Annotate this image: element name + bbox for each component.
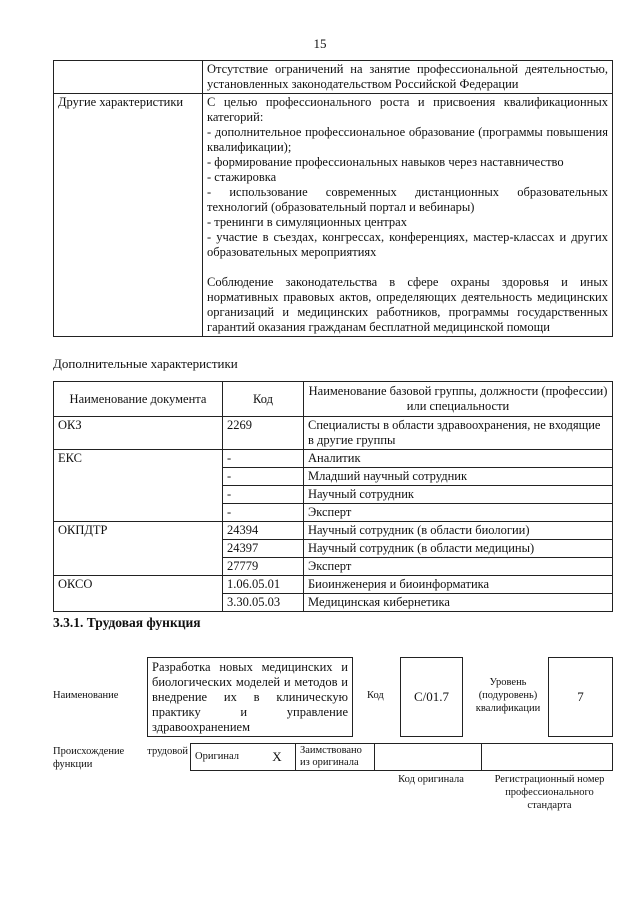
list-item: - участие в съездах, конгрессах, конференциях, мастер-классах и других образовательных мероприятиях <box>207 230 608 259</box>
table-row <box>54 522 613 540</box>
reg-number-cell <box>482 744 613 771</box>
table-row <box>54 576 613 594</box>
name-cell: Научный сотрудник <box>304 486 613 504</box>
header-name: Наименование базовой группы, должности (профессии) или специальности <box>304 382 613 417</box>
original-mark: X <box>259 744 296 771</box>
characteristics-table <box>53 60 613 337</box>
empty-label-cell <box>54 61 203 94</box>
name-cell: Эксперт <box>304 504 613 522</box>
name-cell: Биоинженерия и биоинформатика <box>304 576 613 594</box>
code-cell: - <box>223 504 304 522</box>
code-label: Код <box>367 690 384 701</box>
name-label: Наименование <box>53 690 119 701</box>
table-row <box>54 450 613 468</box>
list-item: - дополнительное профессиональное образование (программы повышения квалификации); <box>207 125 608 154</box>
list-item: - использование современных дистанционных образовательных технологий (образовательный портал и вебинары) <box>207 185 608 214</box>
origin-label: Происхождение трудовой функции <box>53 746 188 770</box>
function-name-box: Разработка новых медицинских и биологических моделей и методов и внедрение их в клиническую практику и управление здравоохранением <box>147 657 353 737</box>
doc-cell: ЕКС <box>54 450 223 522</box>
name-cell: Медицинская кибернетика <box>304 594 613 612</box>
table-row <box>54 417 613 450</box>
borrowed-label: Заимствовано из оригинала <box>296 744 375 771</box>
name-cell: Научный сотрудник (в области медицины) <box>304 540 613 558</box>
additional-characteristics-table <box>53 381 613 612</box>
page-number: 15 <box>313 36 327 51</box>
name-cell: Специалисты в области здравоохранения, не входящие в другие группы <box>304 417 613 450</box>
list-item: - стажировка <box>207 170 277 184</box>
list-item: - формирование профессиональных навыков через наставничество <box>207 155 564 169</box>
code-original-cell <box>375 744 482 771</box>
origin-table <box>190 743 613 771</box>
header-code: Код <box>223 382 304 417</box>
original-label: Оригинал <box>191 744 260 771</box>
code-cell: 2269 <box>223 417 304 450</box>
name-cell: Эксперт <box>304 558 613 576</box>
code-cell: 24394 <box>223 522 304 540</box>
name-cell: Научный сотрудник (в области биологии) <box>304 522 613 540</box>
reg-number-caption: Регистрационный номер профессионального стандарта <box>494 774 605 811</box>
name-cell: Аналитик <box>304 450 613 468</box>
other-characteristics-value <box>203 94 613 337</box>
other-characteristics-label: Другие характеристики <box>54 94 203 337</box>
header-document: Наименование документа <box>54 382 223 417</box>
code-cell: 27779 <box>223 558 304 576</box>
labor-function-title: 3.3.1. Трудовая функция <box>53 615 201 630</box>
code-cell: 24397 <box>223 540 304 558</box>
qualification-level-box: 7 <box>548 657 613 737</box>
list-item: - тренинги в симуляционных центрах <box>207 215 407 229</box>
compliance-text: Соблюдение законодательства в сфере охраны здоровья и иных нормативных правовых актов, определяющих деятельность медицинских организаций и медицинских работников, программы государственных гарантий оказания гражданам бесплатной медицинской помощи <box>207 275 608 334</box>
function-code-box: C/01.7 <box>400 657 463 737</box>
doc-cell: ОКПДТР <box>54 522 223 576</box>
name-cell: Младший научный сотрудник <box>304 468 613 486</box>
code-original-caption: Код оригинала <box>398 774 464 785</box>
additional-characteristics-title: Дополнительные характеристики <box>53 356 238 371</box>
doc-cell: ОКЗ <box>54 417 223 450</box>
code-cell: 3.30.05.03 <box>223 594 304 612</box>
code-cell: - <box>223 486 304 504</box>
qualification-level-label: Уровень (подуровень) квалификации <box>475 677 541 714</box>
intro-text: С целью профессионального роста и присвоения квалификационных категорий: <box>207 95 608 124</box>
code-cell: - <box>223 468 304 486</box>
doc-cell: ОКСО <box>54 576 223 612</box>
code-cell: - <box>223 450 304 468</box>
code-cell: 1.06.05.01 <box>223 576 304 594</box>
restriction-cell: Отсутствие ограничений на занятие профессиональной деятельностью, установленных законодательством Российской Федерации <box>203 61 613 94</box>
